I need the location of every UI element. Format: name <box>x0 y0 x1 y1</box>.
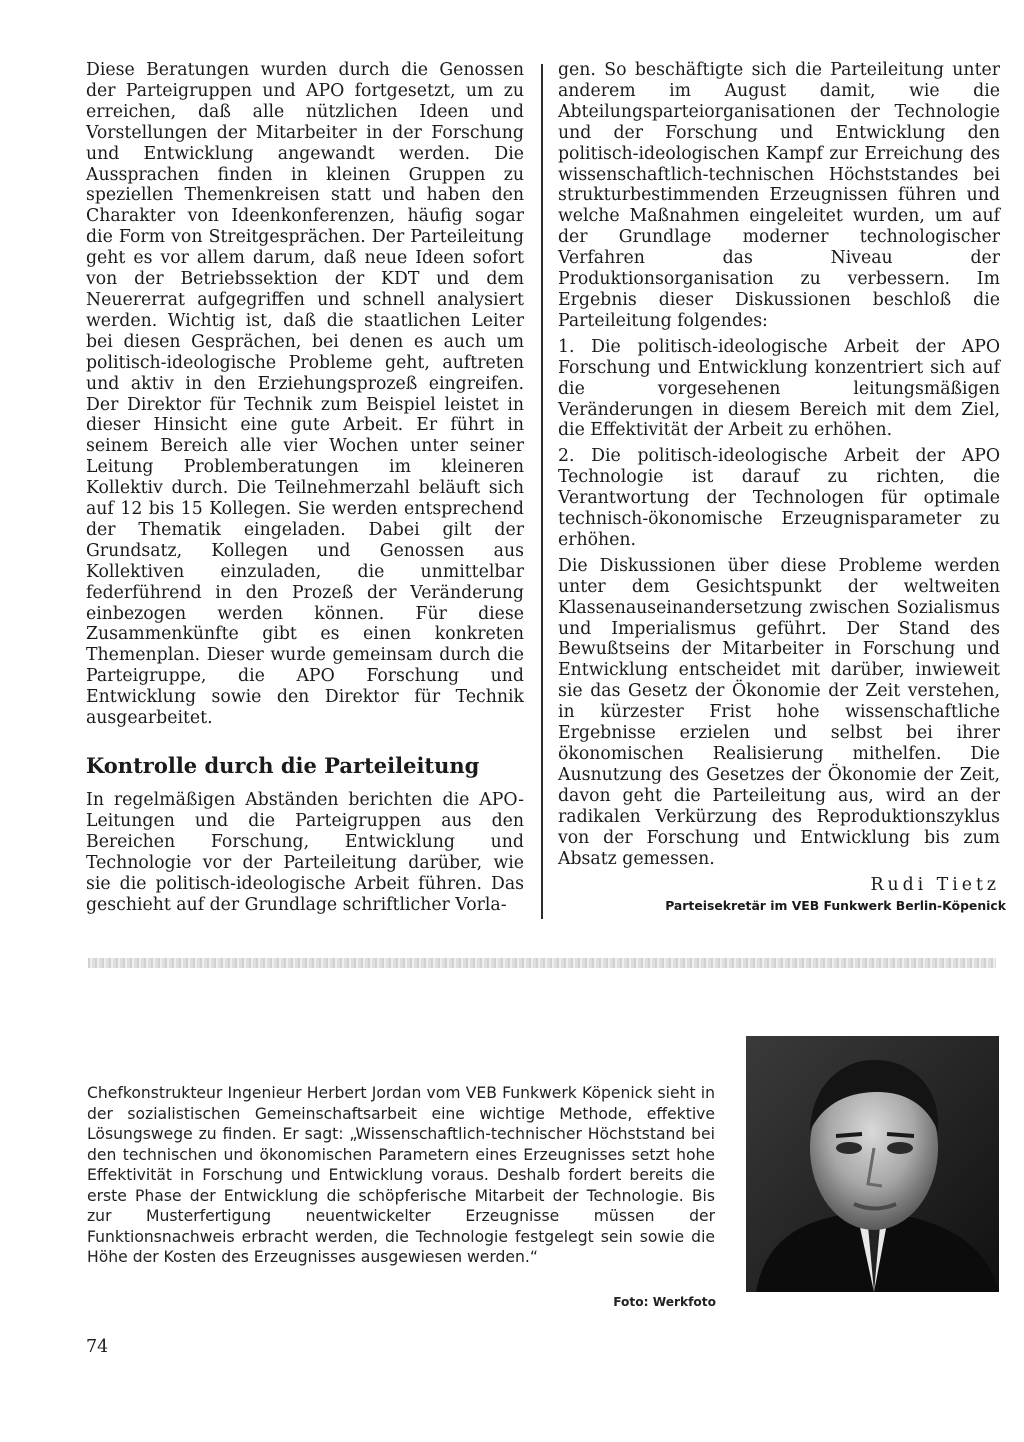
author-role: Parteisekretär im VEB Funkwerk Berlin-Köpenick <box>665 898 1006 914</box>
right-paragraph-2: Die Diskussionen über diese Probleme werden unter dem Gesichtspunkt der weltweiten Klassenauseinandersetzung zwischen Sozialismus und Imperialismus geführt. Der Stand des Bewußtseins der Mitarbeiter in Forschung und Entwicklung entscheidet mit darüber, inwieweit sie das Gesetz der Ökonomie der Zeit verstehen, in kürzester Frist hohe wissenschaftliche Ergebnisse erzielen und selbst bei ihrer ökonomischen Realisierung mithelfen. Die Ausnutzung des Gesetzes der Ökonomie der Zeit, davon geht die Parteileitung aus, wird an der radikalen Verkürzung des Reproduktionszyklus von der Forschung und Entwicklung bis zum Absatz gemessen. <box>558 555 1000 869</box>
right-point-2: 2. Die politisch-ideologische Arbeit der APO Technologie ist darauf zu richten, die Verantwortung der Technologen für optimale technisch-ökonomische Erzeugnisparameter zu erhöhen. <box>558 446 1000 550</box>
right-column <box>558 60 1006 916</box>
photo-credit: Foto: Werkfoto <box>613 1295 716 1309</box>
left-paragraph-2: In regelmäßigen Abständen berichten die APO-Leitungen und die Parteigruppen aus den Bereichen Forschung, Entwicklung und Technologie vor der Parteileitung darüber, wie sie die politisch-ideologische Arbeit führen. Das geschieht auf der Grundlage schriftlicher Vorla- <box>86 790 524 915</box>
portrait-photo <box>746 1036 999 1292</box>
photo-caption <box>87 1083 715 1268</box>
portrait-image <box>746 1036 999 1292</box>
left-paragraph-1: Diese Beratungen wurden durch die Genossen der Parteigruppen und APO fortgesetzt, um zu erreichen, daß alle nützlichen Ideen und Vorstellungen der Mitarbeiter in der Forschung und Entwicklung angewandt werden. Die Aussprachen finden in kleinen Gruppen zu speziellen Themenkreisen statt und haben den Charakter von Ideenkonferenzen, häufig sogar die Form von Streitgesprächen. Der Parteileitung geht es vor allem darum, daß neue Ideen sofort von der Betriebssektion der KDT und dem Neuererrat aufgegriffen und schnell analysiert werden. Wichtig ist, daß die staatlichen Leiter bei diesen Gesprächen, bei denen es auch um politisch-ideologische Probleme geht, auftreten und aktiv in den Erziehungsprozeß eingreifen. Der Direktor für Technik zum Beispiel leistet in dieser Hinsicht eine gute Arbeit. Er führt in seinem Bereich alle vier Wochen unter seiner Leitung Problemberatungen im kleineren Kollektiv durch. Die Teilnehmerzahl beläuft sich auf 12 bis 15 Kollegen. Sie werden entsprechend der Thematik eingeladen. Dabei gilt der Grundsatz, Kollegen und Genossen aus Kollektiven einzuladen, die unmittelbar federführend in den Prozeß der Veränderung einbezogen werden können. Für diese Zusammenkünfte gibt es einen konkreten Themenplan. Dieser wurde gemeinsam durch die Parteigruppe, die APO Forschung und Entwicklung sowie den Direktor für Technik ausgearbeitet. <box>86 60 524 729</box>
page-number: 74 <box>86 1337 109 1357</box>
section-separator <box>88 958 996 968</box>
right-paragraph-1: gen. So beschäftigte sich die Parteileitung unter anderem im August damit, wie die Abteilungsparteiorganisationen der Technologie und der Forschung und Entwicklung den politisch-ideologischen Kampf zur Erreichung des wissenschaftlich-technischen Höchststandes bei strukturbestimmenden Erzeugnissen führen und welche Maßnahmen eingeleitet wurden, um auf der Grundlage moderner technologischer Verfahren das Niveau der Produktionsorganisation zu verbessern. Im Ergebnis dieser Diskussionen beschloß die Parteileitung folgendes: <box>558 60 1000 331</box>
section-heading: Kontrolle durch die Parteileitung <box>86 753 480 778</box>
author-name: Rudi Tietz <box>870 875 1000 896</box>
caption-text: Chefkonstrukteur Ingenieur Herbert Jordan vom VEB Funkwerk Köpenick sieht in der sozialistischen Gemeinschaftsarbeit eine wichtige Methode, effektive Lösungswege zu finden. Er sagt: „Wissenschaftlich-technischer Höchststand bei den technischen und ökonomischen Parametern eines Erzeugnisses setzt hohe Effektivität in Forschung und Entwicklung voraus. Deshalb fordert bereits die erste Phase der Entwicklung die schöpferische Mitarbeit der Technologie. Bis zur Musterfertigung neuentwickelter Erzeugnisse müssen der Funktionsnachweis erbracht werden, die Technologie festgelegt sein sowie die Höhe der Kosten des Erzeugnisses ausgewiesen werden.“ <box>87 1084 715 1266</box>
left-column <box>86 60 524 915</box>
column-divider <box>541 64 543 919</box>
right-point-1: 1. Die politisch-ideologische Arbeit der APO Forschung und Entwicklung konzentriert sich auf die vorgesehenen leitungsmäßigen Veränderungen in diesem Bereich mit dem Ziel, die Effektivität der Arbeit zu erhöhen. <box>558 336 1000 441</box>
